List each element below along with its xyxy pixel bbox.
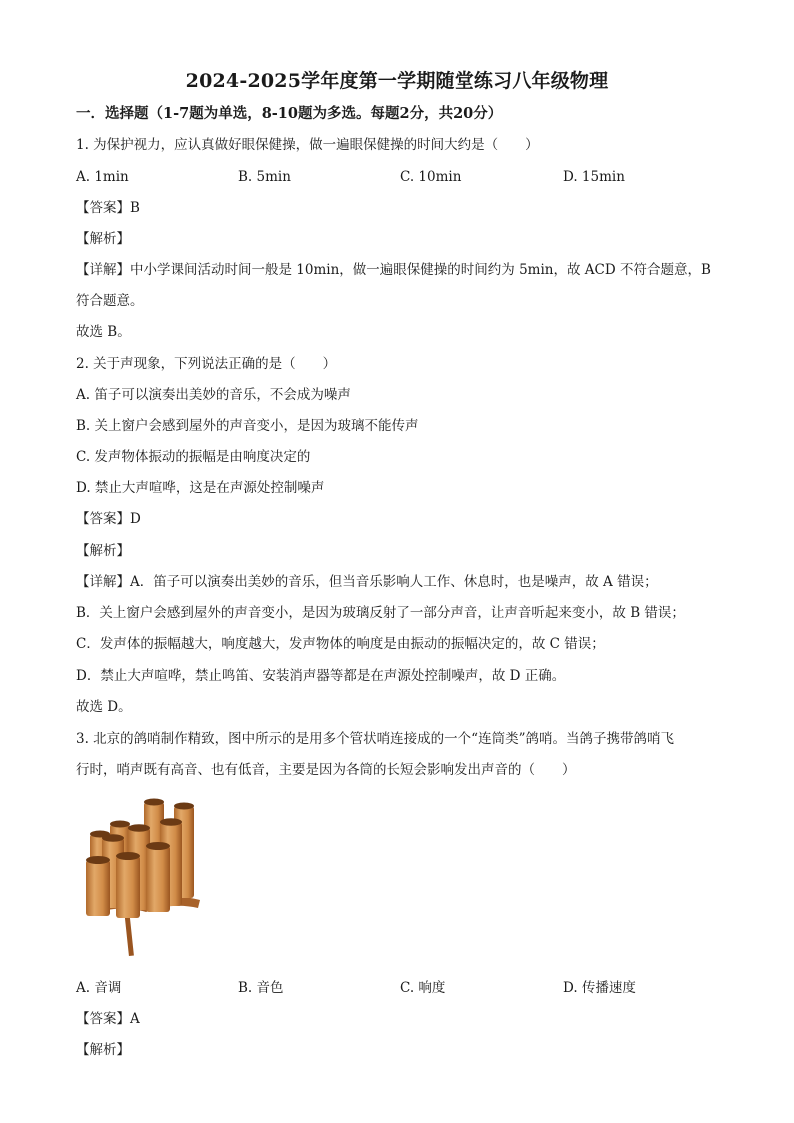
q3-option-d: D. 传播速度 (563, 980, 636, 996)
q2-option-a: A. 笛子可以演奏出美妙的音乐，不会成为噪声 (76, 387, 351, 403)
q1-option-c: C. 10min (400, 169, 462, 185)
q2-analysis-label: 【解析】 (76, 543, 130, 559)
q3-option-c: C. 响度 (400, 980, 446, 996)
q2-detail-line: D．禁止大声喧哗，禁止鸣笛、安装消声器等都是在声源处控制噪声，故 D 正确。 (76, 668, 566, 684)
page-title: 2024-2025学年度第一学期随堂练习八年级物理 (185, 70, 609, 92)
q3-option-b: B. 音色 (238, 980, 284, 996)
q1-answer: 【答案】B (76, 200, 140, 216)
q2-detail-line: C．发声体的振幅越大，响度越大，发声物体的响度是由振动的振幅决定的，故 C 错误； (76, 636, 605, 652)
question-1-stem: 1. 为保护视力，应认真做好眼保健操，做一遍眼保健操的时间大约是（ ） (76, 137, 539, 153)
q1-option-b: B. 5min (238, 169, 291, 185)
section-heading: 一．选择题（1-7题为单选，8-10题为多选。每题2分，共20分） (76, 105, 503, 122)
q2-option-b: B. 关上窗户会感到屋外的声音变小，是因为玻璃不能传声 (76, 418, 419, 434)
q2-detail-line: 【详解】A．笛子可以演奏出美妙的音乐，但当音乐影响人工作、休息时，也是噪声，故 A 错误； (76, 574, 658, 590)
q1-detail-line: 【详解】中小学课间活动时间一般是 10min，做一遍眼保健操的时间约为 5min，故 ACD 不符合题意，B (76, 262, 711, 278)
q1-option-d: D. 15min (563, 169, 625, 185)
q2-conclusion: 故选 D。 (76, 699, 132, 715)
q2-option-c: C. 发声物体振动的振幅是由响度决定的 (76, 449, 311, 465)
q2-option-d: D. 禁止大声喧哗，这是在声源处控制噪声 (76, 480, 325, 496)
question-2-stem: 2. 关于声现象，下列说法正确的是（ ） (76, 356, 337, 372)
q2-answer: 【答案】D (76, 511, 141, 527)
q1-option-a: A. 1min (76, 169, 129, 185)
q1-detail-line: 符合题意。 (76, 293, 144, 309)
q2-detail-line: B．关上窗户会感到屋外的声音变小，是因为玻璃反射了一部分声音，让声音听起来变小，故 B 错误； (76, 605, 685, 621)
question-3-stem-line: 行时，哨声既有高音、也有低音，主要是因为各筒的长短会影响发出声音的（ ） (76, 762, 576, 778)
q1-conclusion: 故选 B。 (76, 324, 131, 340)
question-3-stem-line: 3. 北京的鸽哨制作精致，图中所示的是用多个管状哨连接成的一个“连筒类”鸽哨。当鸽子携带鸽哨飞 (76, 731, 674, 747)
q1-analysis-label: 【解析】 (76, 231, 130, 247)
pigeon-whistle-image (80, 798, 210, 963)
q3-answer: 【答案】A (76, 1011, 140, 1027)
q3-option-a: A. 音调 (76, 980, 122, 996)
q3-analysis-label: 【解析】 (76, 1042, 130, 1058)
